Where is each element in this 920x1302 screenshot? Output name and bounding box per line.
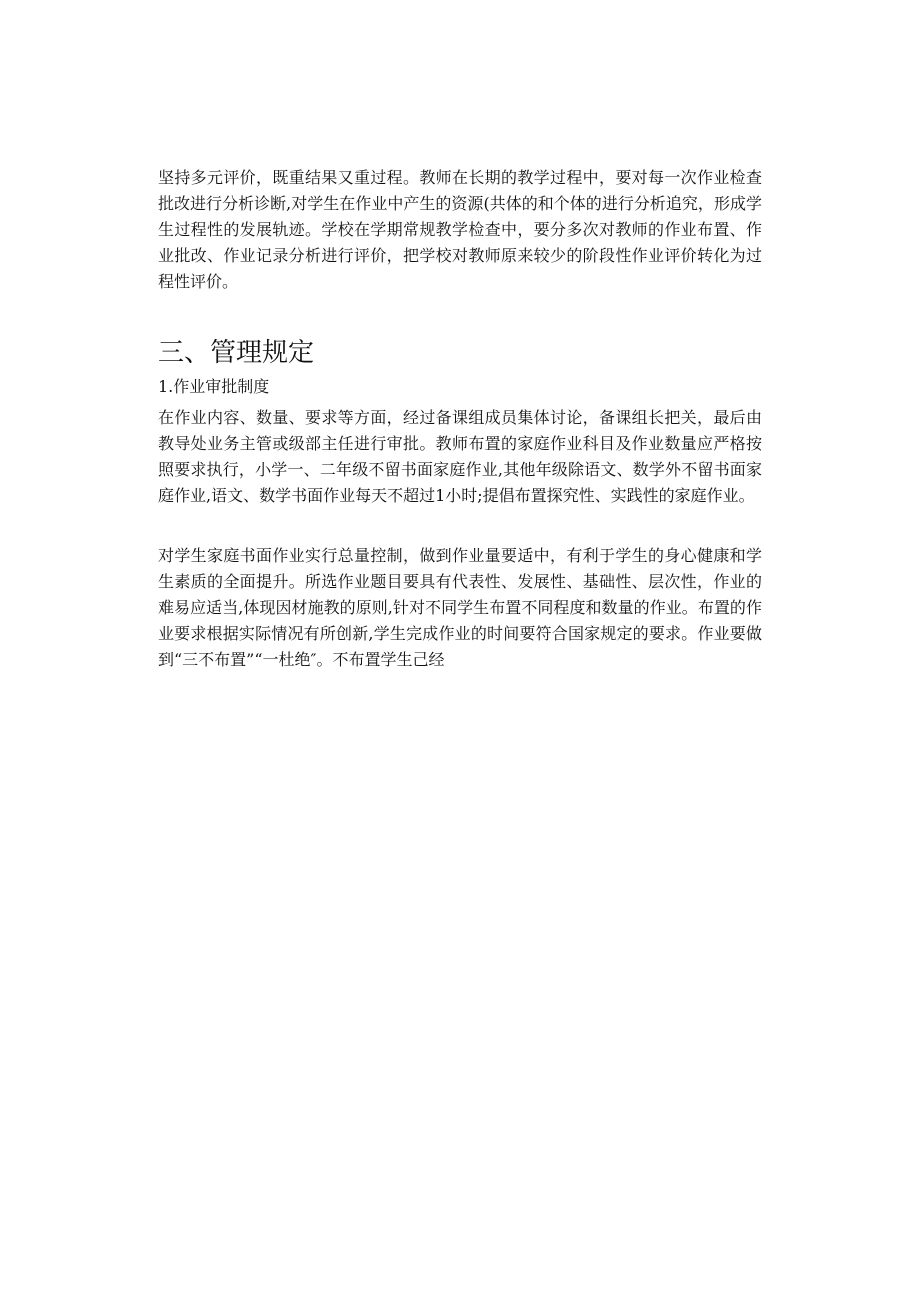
subheading-approval-system: 1.作业审批制度	[158, 377, 270, 396]
section-heading: 三、管理规定	[158, 338, 315, 368]
paragraph-approval: 在作业内容、数量、要求等方面，经过备课组成员集体讨论，备课组长把关，最后由教导处业务主管或级部主任进行审批。教师布置的家庭作业科目及作业数量应严格按照要求执行，小学一、二年级不留书面家庭作业,其他年级除语文、数学外不留书面家庭作业,语文、数学书面作业每天不超过1小时;提倡布置探究性、实践性的家庭作业。	[158, 408, 762, 505]
paragraph-quantity-control: 对学生家庭书面作业实行总量控制，做到作业量要适中，有利于学生的身心健康和学生素质的全面提升。所选作业题目要具有代表性、发展性、基础性、层次性，作业的难易应适当,体现因材施教的原则,针对不同学生布置不同程度和数量的作业。布置的作业要求根据实际情况有所创新,学生完成作业的时间要符合国家规定的要求。作业要做到“三不布置”“一杜绝″。不布置学生己经	[158, 546, 762, 669]
paragraph-evaluation: 坚持多元评价，既重结果又重过程。教师在长期的教学过程中，要对每一次作业检查批改进行分析诊断,对学生在作业中产生的资源(共体的和个体的进行分析追究，形成学生过程性的发展轨迹。学校在学期常规教学检查中，要分多次对教师的作业布置、作业批改、作业记录分析进行评价，把学校对教师原来较少的阶段性作业评价转化为过程性评价。	[158, 168, 762, 291]
